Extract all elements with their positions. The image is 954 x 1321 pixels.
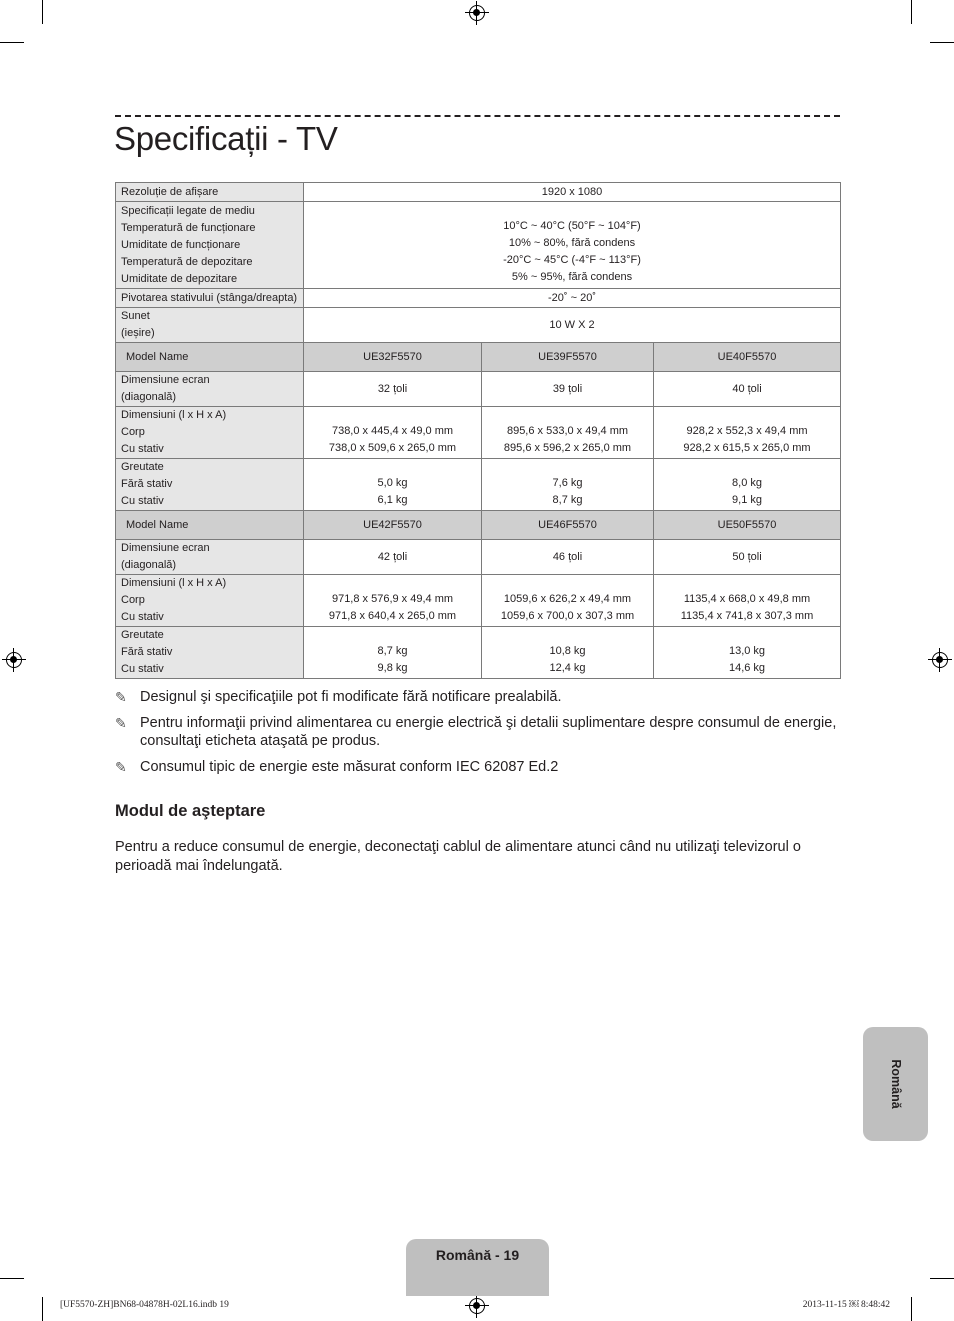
spec-value: 10 W X 2 [304, 308, 841, 343]
spec-label-line: Umiditate de depozitare [121, 272, 238, 285]
spec-value-line: 928,2 x 552,3 x 49,4 mm [686, 424, 808, 437]
registration-mark-icon [932, 652, 948, 668]
crop-mark [911, 1297, 912, 1321]
model-name: UE32F5570 [304, 343, 482, 372]
table-row [116, 308, 841, 343]
section-paragraph: Pentru a reduce consumul de energie, deconectaţi cablul de alimentare atunci când nu utilizaţi televizorul o perioadă mai îndelungată. [115, 839, 801, 874]
notes-list [115, 688, 840, 784]
spec-value [482, 627, 654, 679]
spec-label [116, 627, 304, 679]
spec-label-line: Cu stativ [121, 443, 164, 455]
spec-value: 50 țoli [654, 540, 841, 575]
language-tab-label: Română [888, 1059, 903, 1109]
spec-label-line: Specificații legate de mediu [121, 204, 255, 217]
spec-value-line: -20°C ~ 45°C (-4°F ~ 113°F) [503, 254, 641, 266]
spec-label [116, 407, 304, 459]
crop-mark [930, 1278, 954, 1279]
spec-value [654, 459, 841, 511]
spec-label-line: Corp [121, 594, 145, 606]
spec-value: 1920 x 1080 [304, 183, 841, 202]
spec-value-line: 738,0 x 445,4 x 49,0 mm [331, 424, 454, 437]
spec-value-line: 6,1 kg [377, 493, 408, 506]
print-info-left: [UF5570-ZH]BN68-04878H-02L16.indb 19 [60, 1300, 229, 1310]
spec-value [304, 407, 482, 459]
crop-mark [42, 0, 43, 24]
spec-value: 39 țoli [482, 372, 654, 407]
note-text: Pentru informaţii privind alimentarea cu energie electrică şi detalii suplimentare despre consumul de energie, consultaţi eticheta ataşată pe produs. [140, 715, 837, 749]
spec-value: 40 țoli [654, 372, 841, 407]
spec-label-line: Cu stativ [121, 495, 164, 507]
spec-value-line: 1135,4 x 668,0 x 49,8 mm [683, 592, 811, 605]
spec-value-line: 9,1 kg [732, 493, 762, 506]
spec-label-line: Umiditate de funcționare [121, 238, 241, 251]
section-heading: Modul de aşteptare [115, 802, 266, 820]
spec-label [116, 308, 304, 343]
spec-value-line: 8,0 kg [732, 476, 762, 489]
spec-value-line: 895,6 x 533,0 x 49,4 mm [506, 424, 629, 437]
spec-label-line: Sunet [121, 310, 150, 322]
page-title: Specificații - TV [114, 120, 338, 157]
spec-label-line: Cu stativ [121, 663, 164, 675]
spec-label [116, 372, 304, 407]
spec-value-line: 14,6 kg [728, 661, 766, 674]
spec-label-line: Fără stativ [121, 646, 173, 658]
spec-label-line: Temperatură de depozitare [121, 255, 253, 268]
page-number: Română - 19 [406, 1239, 549, 1296]
spec-table [115, 182, 841, 679]
spec-label [116, 202, 304, 289]
spec-label-line: (diagonală) [121, 559, 177, 571]
spec-label [116, 575, 304, 627]
spec-value-line: 1059,6 x 626,2 x 49,4 mm [503, 592, 632, 605]
spec-value [304, 459, 482, 511]
spec-label-line: Dimensiune ecran [121, 542, 210, 554]
table-row [116, 575, 841, 627]
spec-value: 42 țoli [304, 540, 482, 575]
spec-value-line: 12,4 kg [549, 661, 586, 674]
spec-value-line: 10% ~ 80%, fără condens [508, 237, 636, 249]
note-item [115, 688, 840, 706]
spec-value-line: 1135,4 x 741,8 x 307,3 mm [680, 609, 814, 622]
model-name: UE39F5570 [482, 343, 654, 372]
spec-value [482, 407, 654, 459]
spec-value-line: 5,0 kg [377, 476, 408, 489]
note-item [115, 714, 840, 750]
table-row [116, 289, 841, 308]
spec-label [116, 540, 304, 575]
table-row [116, 183, 841, 202]
print-info-right: 2013-11-15 ￼ 8:48:42 [802, 1300, 890, 1310]
spec-value [304, 202, 841, 289]
registration-mark-icon [6, 652, 22, 668]
model-name: UE40F5570 [654, 343, 841, 372]
table-row [116, 540, 841, 575]
crop-mark [42, 1297, 43, 1321]
spec-value: 46 țoli [482, 540, 654, 575]
spec-label-line: Fără stativ [121, 478, 173, 490]
model-name: UE50F5570 [654, 511, 841, 540]
model-name: UE46F5570 [482, 511, 654, 540]
crop-mark [930, 42, 954, 43]
spec-value-line: 8,7 kg [552, 493, 583, 506]
model-name-label: Model Name [116, 511, 304, 540]
note-text: Consumul tipic de energie este măsurat conform IEC 62087 Ed.2 [140, 759, 559, 775]
spec-value: -20˚ ~ 20˚ [304, 289, 841, 308]
language-tab [863, 1027, 928, 1141]
table-row [116, 459, 841, 511]
note-text: Designul şi specificaţiile pot fi modificate fără notificare prealabilă. [140, 689, 562, 705]
spec-value: 32 țoli [304, 372, 482, 407]
model-header-row [116, 511, 841, 540]
spec-label-line: Temperatură de funcționare [121, 221, 256, 234]
spec-value [482, 575, 654, 627]
note-item [115, 758, 840, 776]
spec-value [654, 575, 841, 627]
spec-value-line: 928,2 x 615,5 x 265,0 mm [683, 441, 811, 454]
spec-label: Pivotarea stativului (stânga/dreapta) [116, 289, 304, 308]
table-row [116, 372, 841, 407]
spec-label-line: Cu stativ [121, 611, 164, 623]
spec-label-line: (diagonală) [121, 391, 177, 403]
spec-value-line: 738,0 x 509,6 x 265,0 mm [328, 441, 457, 454]
crop-mark [0, 42, 24, 43]
spec-value [654, 627, 841, 679]
registration-mark-icon [469, 5, 485, 21]
spec-value [654, 407, 841, 459]
spec-label-line: (ieșire) [121, 327, 155, 339]
pencil-icon: ✎ [115, 689, 127, 705]
title-rule [115, 115, 840, 117]
spec-value [482, 459, 654, 511]
spec-label [116, 459, 304, 511]
spec-value-line: 9,8 kg [377, 661, 408, 674]
crop-mark [0, 1278, 24, 1279]
model-name-label: Model Name [116, 343, 304, 372]
spec-value-line: 895,6 x 596,2 x 265,0 mm [503, 441, 632, 454]
spec-label-line: Dimensiuni (l x H x A) [121, 409, 227, 421]
spec-value-line: 10,8 kg [549, 644, 586, 657]
table-row [116, 627, 841, 679]
spec-label-line: Dimensiuni (l x H x A) [121, 577, 227, 589]
spec-value-line: 10°C ~ 40°C (50°F ~ 104°F) [503, 220, 641, 232]
model-header-row [116, 343, 841, 372]
spec-label-line: Dimensiune ecran [121, 374, 210, 386]
table-row [116, 202, 841, 289]
spec-value [304, 575, 482, 627]
spec-value-line: 5% ~ 95%, fără condens [511, 271, 633, 283]
table-row [116, 407, 841, 459]
spec-value-line: 8,7 kg [377, 644, 408, 657]
pencil-icon: ✎ [115, 715, 127, 731]
spec-value-line: 971,8 x 640,4 x 265,0 mm [328, 609, 457, 622]
spec-value-line: 971,8 x 576,9 x 49,4 mm [331, 592, 454, 605]
pencil-icon: ✎ [115, 759, 127, 775]
spec-label-line: Greutate [121, 629, 164, 641]
crop-mark [911, 0, 912, 24]
registration-mark-icon [469, 1298, 485, 1314]
spec-value-line: 7,6 kg [552, 476, 583, 489]
spec-value [304, 627, 482, 679]
spec-label: Rezoluție de afișare [116, 183, 304, 202]
spec-value-line: 1059,6 x 700,0 x 307,3 mm [500, 609, 635, 622]
spec-label-line: Greutate [121, 461, 164, 473]
spec-label-line: Corp [121, 426, 145, 438]
spec-value-line: 13,0 kg [728, 644, 766, 657]
model-name: UE42F5570 [304, 511, 482, 540]
